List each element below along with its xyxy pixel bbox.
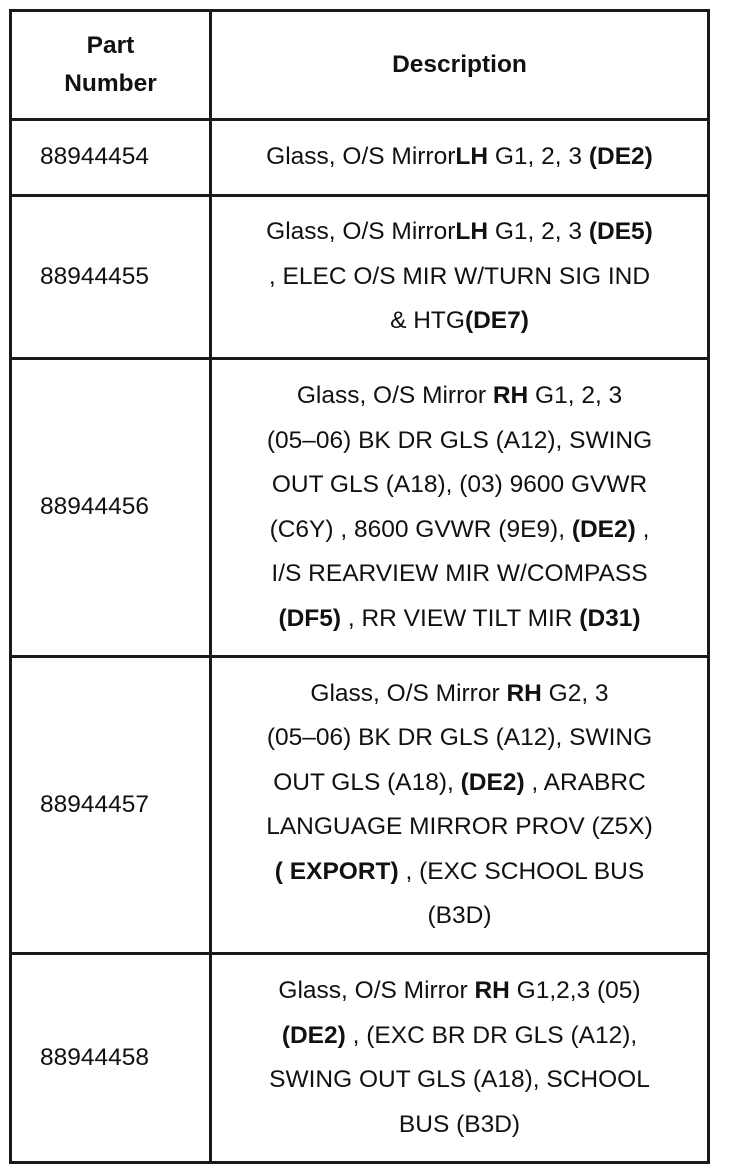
description-line [228,210,691,255]
description-bold-text: (D31) [579,604,641,632]
description-line [228,850,691,895]
description-line [228,419,691,464]
description-bold-text: (DE2) [571,515,636,543]
description-text: (B3D) [427,902,492,929]
table-header [11,11,709,120]
description-text: I/S REARVIEW MIR W/COMPASS [271,560,648,587]
description-line [228,374,691,419]
description-bold-text: (DE2) [460,768,525,796]
description-bold-text: (DE2) [588,143,653,171]
description-text: G1, 2, 3 [488,218,589,246]
description-bold-text: LH [455,143,489,171]
description-text: , RR VIEW TILT MIR [341,604,580,632]
description-text: Glass, O/S Mirror [310,679,507,707]
description-cell [211,657,709,954]
part-number-cell: 88944458 [11,954,211,1163]
description-line [228,255,691,300]
part-number-cell: 88944456 [11,359,211,657]
table-body [11,120,709,1163]
description-bold-text: (DF5) [278,604,342,632]
description-text: G1, 2, 3 [528,382,623,409]
description-bold-text: (DE5) [588,218,653,246]
description-line [228,672,691,717]
description-text: SWING OUT GLS (A18), SCHOOL [269,1066,650,1093]
description-text: , (EXC SCHOOL BUS [398,857,645,885]
description-text: (05–06) BK DR GLS (A12), SWING [266,724,653,751]
description-bold-text: RH [506,679,542,707]
description-text: OUT GLS (A18), (03) 9600 GVWR [271,471,648,498]
description-text: G2, 3 [541,679,609,707]
part-number-header-line2: Number [64,70,157,97]
table-row [11,657,709,954]
part-number-cell: 88944457 [11,657,211,954]
description-bold-text: LH [455,218,489,246]
description-cell [211,359,709,657]
description-text: OUT GLS (A18), [273,768,461,796]
description-line [228,552,691,597]
part-number-header [11,11,211,120]
description-line [228,463,691,508]
part-number-cell: 88944454 [11,120,211,196]
description-line [228,299,691,344]
description-line [228,597,691,642]
description-text: , ELEC O/S MIR W/TURN SIG IND [268,262,651,290]
table-row [11,120,709,196]
description-line [228,894,691,939]
description-text: G1,2,3 (05) [509,977,641,1004]
description-text: , ARABRC [524,768,646,796]
description-text: (C6Y) , 8600 GVWR (9E9), [269,515,572,543]
description-line [228,1103,691,1148]
description-bold-text: ( EXPORT) [274,857,399,885]
description-line [228,1014,691,1059]
header-row [11,11,709,120]
description-text: Glass, O/S Mirror [296,382,493,409]
table-row [11,359,709,657]
description-text: LANGUAGE MIRROR PROV (Z5X) [266,813,653,840]
description-line [228,508,691,553]
table-row [11,196,709,359]
description-text: , (EXC BR DR GLS (A12), [345,1021,638,1049]
table-row [11,954,709,1163]
description-text: (05–06) BK DR GLS (A12), SWING [266,426,653,454]
description-line [228,716,691,761]
part-number-header-line1: Part [86,32,135,59]
description-text: G1, 2, 3 [488,143,589,171]
description-text: & HTG [390,307,465,335]
description-cell [211,196,709,359]
part-number-cell: 88944455 [11,196,211,359]
description-text: Glass, O/S Mirror [266,143,456,171]
description-line [228,1058,691,1103]
description-line [228,969,691,1014]
description-line [228,761,691,806]
description-text: Glass, O/S Mirror [266,218,456,246]
description-text: BUS (B3D) [398,1110,521,1138]
description-text: , [635,515,650,543]
description-bold-text: RH [492,382,529,409]
description-line [228,135,691,180]
description-bold-text: RH [474,977,510,1004]
parts-table [9,9,710,1164]
description-bold-text: (DE2) [281,1021,346,1049]
description-bold-text: (DE7) [464,307,529,335]
description-header: Description [211,11,709,120]
description-cell [211,120,709,196]
description-cell [211,954,709,1163]
description-line [228,805,691,850]
description-text: Glass, O/S Mirror [278,977,475,1004]
